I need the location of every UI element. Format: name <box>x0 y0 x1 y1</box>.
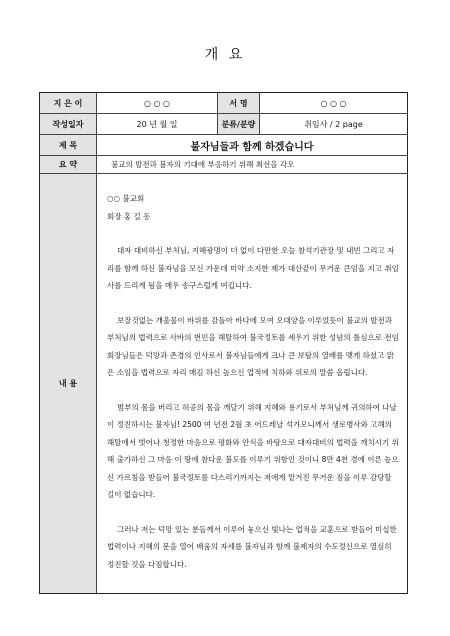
date-label: 작성일자 <box>40 114 97 134</box>
overview-form <box>39 92 408 594</box>
paragraph-1: 대자 대비하신 부처님, 지혜광명이 더 없이 다만한 오늘 참석기관장 및 내빈 그리고 자리를 함께 하신 불자님을 모신 가운데 미약 소지한 제가 대산같이 무거운 큰임을 지고 취임사를 드리게 됨을 매우 송구스럽게 여깁니다. <box>107 246 399 290</box>
summary-label: 요 약 <box>40 156 97 173</box>
category-value: 취임사 / 2 page <box>304 119 363 129</box>
subject-row <box>40 135 407 156</box>
date-row <box>40 114 407 135</box>
summary-value: 불교의 발전과 불자의 기대에 부응하기 위해 최선을 각오 <box>111 160 295 169</box>
paragraph-3: 범부의 몸을 버리고 허공의 몸을 깨달기 위해 지혜와 용기로서 부처님께 귀의하여 나날이 정진하시는 불자님! 2500 여 년전 2월 초 어드레날 석가모니께서 생로병사와 고해의 해탈에서 벗어나 청정한 마음으로 평화와 안식을 바탕으로 대자대비의 법력을 깨치시기 위해 출가하신 그 마음 이 땅에 참다운 불도를 이루기 위함인 것이니 8만 4천 경에 이른 높으신 가르침을 받들어 불국정토를 다스리기까지는 저에게 맡겨진 무거운 짐을 이루 감당할 길이 없습니다. <box>107 402 399 499</box>
subject-value: 불자님들과 함께 하겠습니다 <box>190 141 314 153</box>
content-body <box>97 174 407 593</box>
subject-label: 제 목 <box>40 135 97 155</box>
summary-row <box>40 156 407 174</box>
paragraph-2: 보잘것없는 개울물이 바위를 감돌아 바다에 모여 오대양을 이루었듯이 불교의 발전과 부처님의 법력으로 사바의 번민을 해탈하여 불국정토를 세우기 위한 성념의 틀심으로 전임 회장님들은 덕망과 존경의 인사로서 불자님들에게 크나 큰 보탐의 열배를 맺게 하셨고 맑은 소임을 법력으로 자리 매김 하신 높으신 업적에 치하와 위로의 말씀 올립니다. <box>107 315 399 377</box>
paragraph-4: 그러나 저는 덕망 있는 분들께서 이루어 놓으신 빛나는 업적을 교훈으로 받들어 미십한 법력이나 지혜의 문을 열어 배움의 자세를 불자님과 함께 불제자의 수도정신으로 열심히 정진할 것을 다짐합니다. <box>107 524 397 569</box>
author-value: ○ ○ ○ <box>97 93 218 113</box>
content-row <box>40 174 407 593</box>
document-title: 개 요 <box>204 47 246 63</box>
president-name: 회장 홍 길 동 <box>107 211 151 221</box>
writer-label: 서 명 <box>218 93 260 113</box>
content-label: 내 용 <box>40 174 97 593</box>
author-row <box>40 93 407 114</box>
writer-value: ○ ○ ○ <box>320 98 347 108</box>
category-label: 분류/분량 <box>218 114 260 134</box>
author-label: 지 은 이 <box>40 93 97 113</box>
org-name: ○○ 불교회 <box>107 194 145 203</box>
date-value: 20 년 월 일 <box>97 114 218 134</box>
